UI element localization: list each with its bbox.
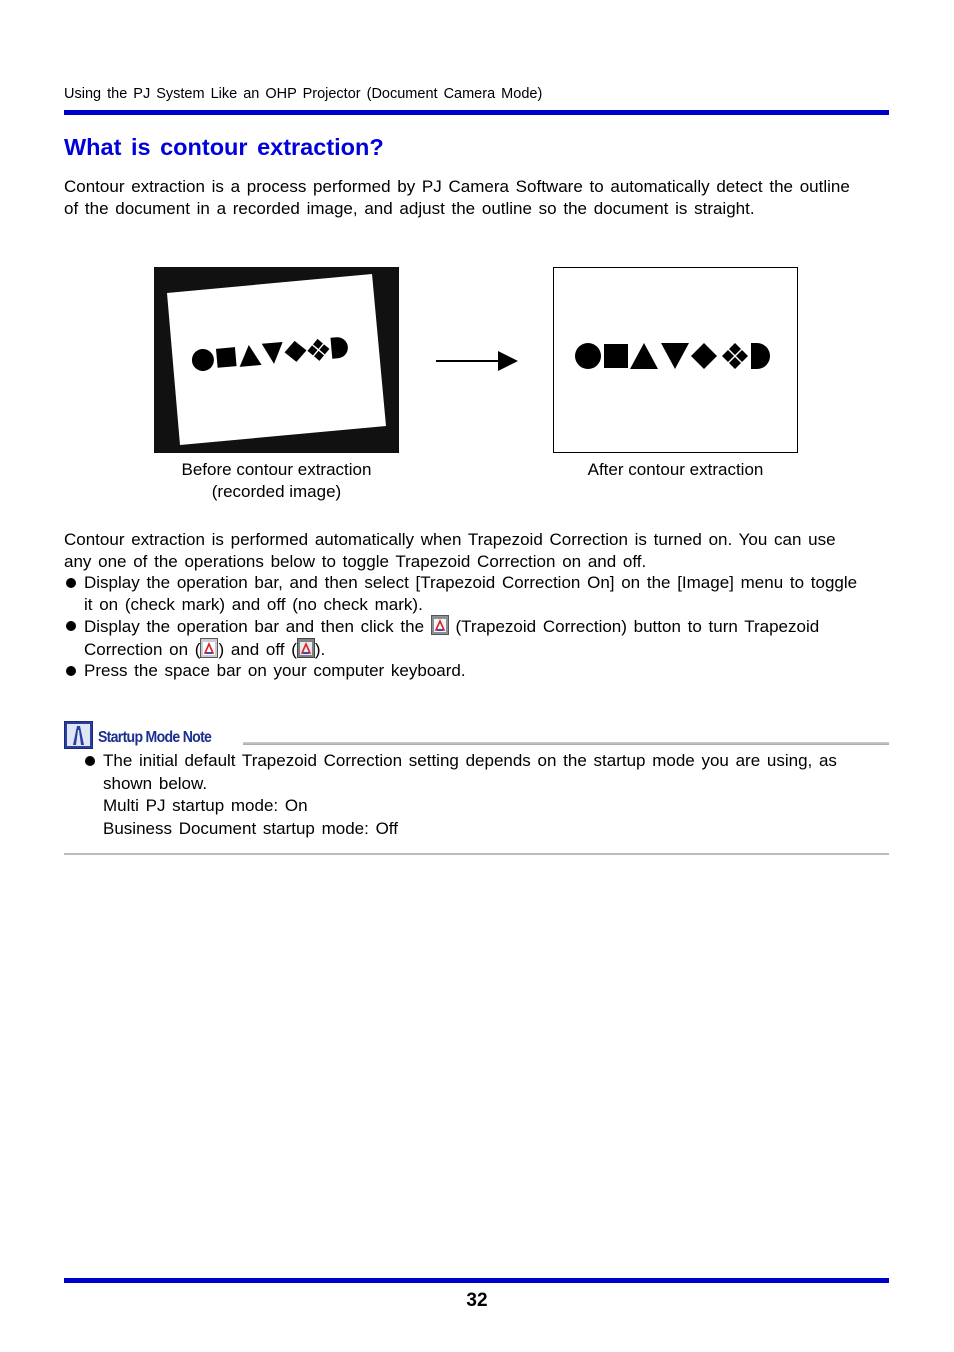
- before-extraction-image: [154, 267, 399, 453]
- trapezoid-correction-button-icon: [431, 615, 449, 635]
- before-caption-line1: Before contour extraction: [181, 460, 372, 479]
- note-icon: [64, 721, 93, 749]
- before-caption: [154, 459, 399, 503]
- footer-rule: [64, 1278, 889, 1283]
- section-title: What is contour extraction?: [64, 134, 384, 160]
- note-body: [84, 750, 844, 840]
- list-item-text: ).: [314, 639, 326, 659]
- list-item: [64, 660, 864, 682]
- note-end-rule: [64, 853, 889, 855]
- note-bullet: The initial default Trapezoid Correction setting depends on the startup mode you are using, as shown below.: [84, 750, 844, 795]
- list-item: [64, 572, 864, 615]
- list-item-text: Display the operation bar and then click the: [84, 617, 431, 636]
- operations-list: [64, 572, 864, 682]
- note-line-multi-pj: Multi PJ startup mode: On: [103, 796, 308, 815]
- list-item-text: Display the operation bar, and then select [Trapezoid Correction On] on the [Image] menu to toggle it on (check mark) and off (no check mark).: [84, 573, 858, 614]
- body-paragraph: Contour extraction is performed automatically when Trapezoid Correction is turned on. You can use any one of the operations below to toggle Trapezoid Correction on and off.: [64, 530, 836, 571]
- note-rule: [243, 742, 889, 745]
- intro-paragraph: Contour extraction is a process performed by PJ Camera Software to automatically detect the outline of the document in a recorded image, and adjust the outline so the document is straight.: [64, 177, 850, 218]
- list-item-text: ) and off (: [218, 639, 297, 659]
- list-item: [64, 615, 864, 660]
- list-item-text: Press the space bar on your computer keyboard.: [84, 661, 466, 680]
- after-extraction-image: [553, 267, 798, 453]
- list-item-text: (Trapezoid Correction) button to turn Trapezoid Correction on (: [84, 617, 820, 659]
- before-caption-line2: (recorded image): [211, 482, 342, 501]
- header-rule: [64, 110, 889, 115]
- running-header: Using the PJ System Like an OHP Projector (Document Camera Mode): [64, 86, 543, 102]
- trapezoid-correction-on-icon: [200, 638, 218, 658]
- arrow-icon: [436, 348, 518, 374]
- trapezoid-correction-off-icon: [297, 638, 315, 658]
- page-number: 32: [466, 1290, 488, 1311]
- after-caption: After contour extraction: [587, 460, 764, 479]
- note-label: Startup Mode Note: [98, 729, 212, 746]
- note-line-business: Business Document startup mode: Off: [103, 818, 398, 838]
